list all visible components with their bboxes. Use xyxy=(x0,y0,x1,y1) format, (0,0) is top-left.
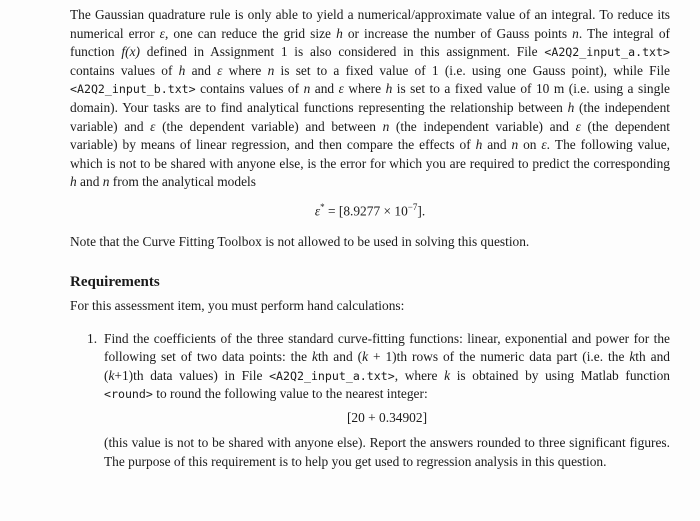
item-number: 1. xyxy=(87,330,98,346)
requirements-intro: For this assessment item, you must perform hand calculations: xyxy=(70,298,405,313)
item-1-followup: (this value is not to be shared with anyone else). Report the answers rounded to three significant figures. The purpose of this requirement is to help you get used to regression analysis in this question. xyxy=(104,434,670,469)
requirements-heading: Requirements xyxy=(70,274,160,290)
round-function-name: <round> xyxy=(104,387,153,402)
toolbox-note: Note that the Curve Fitting Toolbox is not allowed to be used in solving this question. xyxy=(70,234,530,250)
file-a-name-2: <A2Q2_input_a.txt> xyxy=(269,368,395,383)
item-1-text: Find the coefficients of the three standard curve-fitting functions: linear, exponential and power for the following set of two data points: the kth and (k + 1)th rows of the numeric data part (i.e. the kth and (k+1)th data values) in File <A2Q2_input_a.txt>, where k is obtained by using Matlab function <round> to round the following value to the nearest integer: xyxy=(104,330,671,402)
requirement-item-1 xyxy=(70,330,670,472)
error-equation: $\varepsilon^* = [8.9277 \times 10^{-7}]$. xyxy=(314,201,426,219)
intro-paragraph: The Gaussian quadrature rule is only able to yield a numerical/approximate value of an integral. To reduce its numerical error ε, one can reduce the grid size h or increase the number of Gauss points n. The integral of function f(x) defined in Assignment 1 is also considered in this assignment. File <A2Q2_input_a.txt> contains values of h and ε where n is set to a fixed value of 1 (i.e. using one Gauss point), while File <A2Q2_input_b.txt> contains values of n and ε where h is set to a fixed value of 10 m (i.e. using a single domain). Your tasks are to find analytical functions representing the relationship between h (the independent variable) and ε (the dependent variable) and between n (the independent variable) and ε (the dependent variable) by means of linear regression, and then compare the effects of h and n on ε. The following value, which is not to be shared with anyone else, is the error for which you are required to predict the corresponding h and n from the analytical models xyxy=(70,7,671,190)
file-a-name: <A2Q2_input_a.txt> xyxy=(544,45,670,60)
file-b-name: <A2Q2_input_b.txt> xyxy=(70,82,196,97)
rounding-equation: [20 + 0.34902] xyxy=(346,409,428,425)
